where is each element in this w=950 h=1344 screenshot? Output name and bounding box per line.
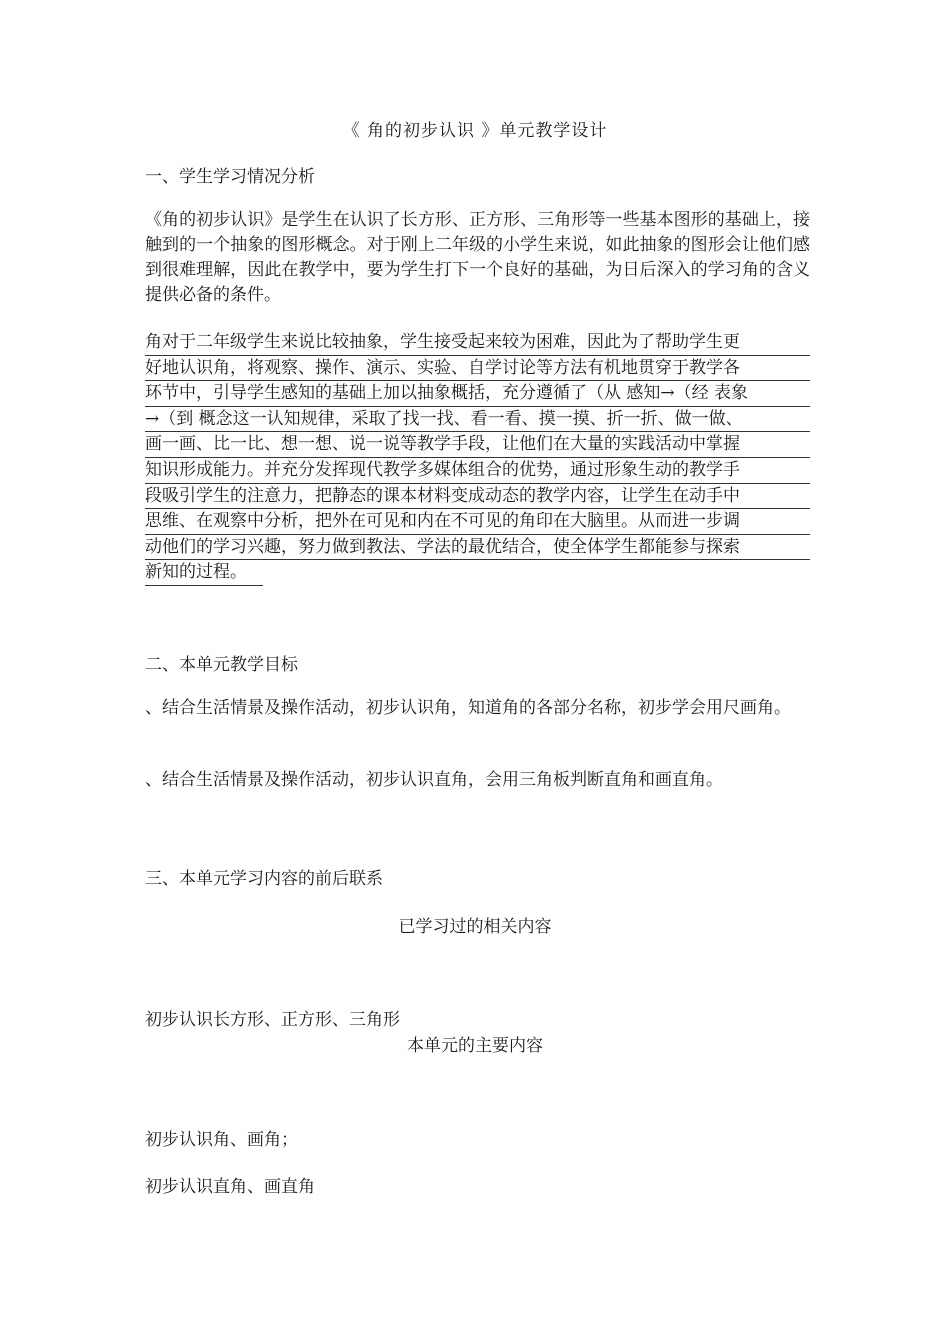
section-3-heading: 三、本单元学习内容的前后联系 xyxy=(145,869,383,889)
underlined-line: 思维、在观察中分析，把外在可见和内在不可见的角印在大脑里。从而进一步调 xyxy=(145,509,810,535)
underlined-line: 画一画、比一比、想一想、说一说等教学手段，让他们在大量的实践活动中掌握 xyxy=(145,432,810,458)
document-title: 《 角的初步认识 》单元教学设计 xyxy=(342,121,608,141)
section-1-heading: 一、学生学习情况分析 xyxy=(145,167,315,187)
underlined-line: 段吸引学生的注意力，把静态的课本材料变成动态的教学内容，让学生在动手中 xyxy=(145,484,810,510)
main-content-item: 初步认识直角、画直角 xyxy=(145,1177,315,1197)
section-2-heading: 二、本单元教学目标 xyxy=(145,655,298,675)
underlined-line: 好地认识角，将观察、操作、演示、实验、自学讨论等方法有机地贯穿于教学各 xyxy=(145,356,810,382)
main-content-label: 本单元的主要内容 xyxy=(407,1036,543,1056)
learned-content-label: 已学习过的相关内容 xyxy=(398,917,552,937)
learned-content-item: 初步认识长方形、正方形、三角形 xyxy=(145,1010,400,1030)
goal-1: 、结合生活情景及操作活动，初步认识角，知道角的各部分名称，初步学会用尺画角。 xyxy=(145,698,791,718)
main-content-item: 初步认识角、画角； xyxy=(145,1130,298,1150)
section-1-paragraph-1: 《角的初步认识》是学生在认识了长方形、正方形、三角形等一些基本图形的基础上，接触到的一个抽象的图形概念。对于刚上二年级的小学生来说，如此抽象的图形会让他们感到很难理解，因此在教学中，要为学生打下一个良好的基础，为日后深入的学习角的含义提供必备的条件。 xyxy=(145,210,810,305)
underlined-line: 知识形成能力。并充分发挥现代教学多媒体组合的优势，通过形象生动的教学手 xyxy=(145,458,810,484)
underlined-line: 角对于二年级学生来说比较抽象，学生接受起来较为困难，因此为了帮助学生更 xyxy=(145,330,810,356)
underlined-line: 环节中，引导学生感知的基础上加以抽象概括，充分遵循了（从 感知→（经 表象 xyxy=(145,381,810,407)
underlined-line: →（到 概念这一认知规律，采取了找一找、看一看、摸一摸、折一折、做一做、 xyxy=(145,407,810,433)
goal-2: 、结合生活情景及操作活动，初步认识直角，会用三角板判断直角和画直角。 xyxy=(145,770,723,790)
underlined-line: 新知的过程。 xyxy=(145,560,263,586)
section-1-underlined-paragraph xyxy=(145,330,810,586)
underlined-line: 动他们的学习兴趣，努力做到教法、学法的最优结合，使全体学生都能参与探索 xyxy=(145,535,810,561)
